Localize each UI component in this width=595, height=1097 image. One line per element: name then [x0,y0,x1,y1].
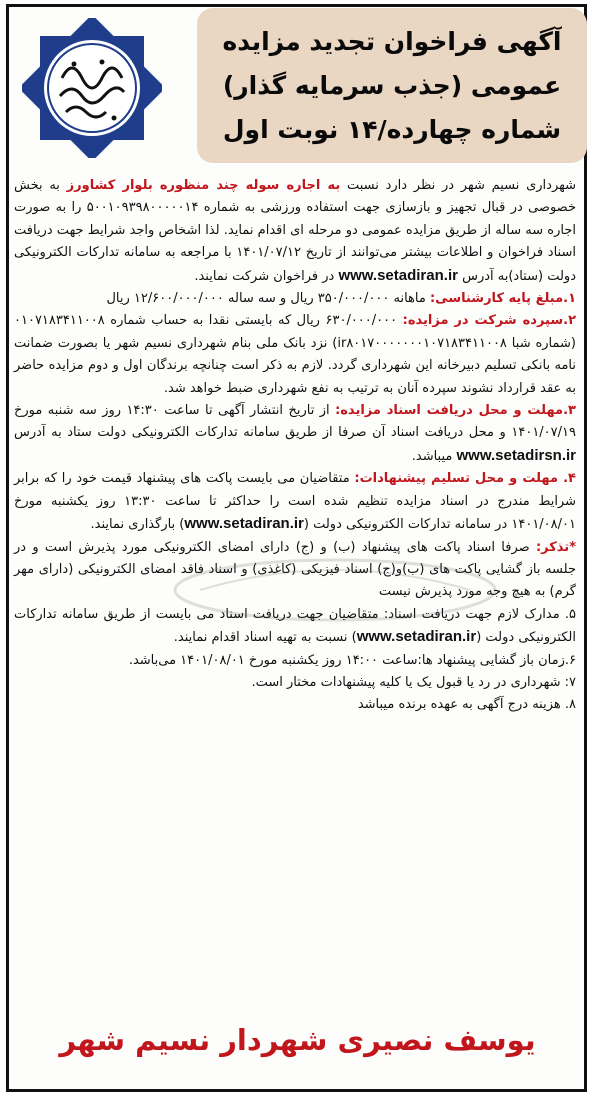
setadirsn-link[interactable]: www.setadirsn.ir [456,446,576,464]
item-7: ۷: شهرداری در رد یا قبول یک یا کلیه پیشنهادات مختار است. [251,674,576,690]
item-2: ۲.سپرده شرکت در مزایده: ۶۳۰/۰۰۰/۰۰۰ ریال که بایستی نقدا به حساب شماره ۰۱۰۷۱۸۳۴۱۱۰۰۸ (شماره شبا ir۸۰۱۷۰۰۰۰۰۰۰۱۰۷۱۸۳۴۱۱۰۰۸) نزد بانک ملی بنام شهرداری نسیم شهر یا بصورت ضمانت نامه بانکی تسلیم دبیرخانه این شهرداری گردد. لازم به ذکر است چنانچه برندگان اول و دوم مزایده حاضر به عقد قرارداد نشوند سپرده آنان به ترتیب به نفع شهرداری ضبط خواهد شد. [14,313,576,396]
title-line-2: عمومی (جذب سرمایه گذار) [222,70,562,100]
item-8: ۸. هزینه درج آگهی به عهده برنده میباشد [357,697,576,713]
intro-paragraph: شهرداری نسیم شهر در نظر دارد نسبت به اجاره سوله چند منظوره بلوار کشاورز به بخش خصوصی در قبال تجهیز و بازسازی جهت استفاده ورزشی به شماره ۵۰۰۱۰۹۳۹۸۰۰۰۰۰۱۴ را به صورت اجاره سه ساله از طریق مزایده عمومی دو مرحله ای اقدام نماید. لذا اشخاص واجد شرایط جهت دریافت اسناد فراخوان و اطلاعات بیشتر می‌توانند از تاریخ ۱۴۰۱/۰۷/۱۲ با مراجعه به سامانه تدارکات الکترونیکی دولت (ستاد)به آدرس www.setadiran.ir در فراخوان شرکت نمایند. [14,178,576,284]
note: *تذکر: صرفا اسناد پاکت های پیشنهاد (ب) و (ج) دارای امضای الکترونیکی مورد پذیرش است و در جلسه باز گشایی پاکت های (ب)و(ج) اسناد فیزیکی (کاغذی) و اسناد فاقد امضای الکترونیکی (دارای مهر گرم) به هیچ وجه مورد پذیرش نیست [14,539,576,600]
item-1: ۱.مبلغ پایه کارشناسی: ماهانه ۳۵۰/۰۰۰/۰۰۰ ریال و سه ساله ۱۲/۶۰۰/۰۰۰/۰۰۰ ریال [106,291,576,307]
setadiran-link[interactable]: www.setadiran.ir [338,266,458,284]
item-5: ۵. مدارک لازم جهت دریافت اسناد: متقاضیان جهت دریافت اسناد می بایست از طریق سامانه تدارکات الکترونیکی دولت (www.setadiran.ir) نسبت به تهیه اسناد اقدام نمایند. [14,606,576,646]
setadiran-link-2[interactable]: www.setadiran.ir [184,515,304,533]
ad-header [197,8,587,163]
item-6: ۶.زمان باز گشایی پیشنهاد ها:ساعت ۱۴:۰۰ روز یکشنبه مورخ ۱۴۰۱/۰۸/۰۱ می‌باشد. [128,652,576,668]
title-line-1: آگهی فراخوان تجدید مزایده [222,26,562,56]
item-3: ۳.مهلت و محل دریافت اسناد مزایده: از تاریخ انتشار آگهی تا ساعت ۱۴:۳۰ روز سه شنبه مورخ ۱۴۰۱/۰۷/۱۹ و محل دریافت اسناد آن صرفا از طریق سامانه تدارکات الکترونیکی دولت ستاد به آدرس www.setadirsn.ir میباشد. [14,403,576,464]
municipality-logo-icon [22,18,162,158]
item-4: ۴. مهلت و محل تسلیم پیشنهادات: متقاضیان می بایست پاکت های پیشنهاد قیمت خود را که برابر شرایط مندرج در اسناد مزایده تنظیم شده است را حداکثر تا ساعت ۱۳:۳۰ روز یکشنبه مورخ ۱۴۰۱/۰۸/۰۱ در سامانه تدارکات الکترونیکی دولت (www.setadiran.ir) بارگذاری نمایند. [14,471,576,533]
setadiran-link-3[interactable]: www.setadiran.ir [356,628,477,646]
ad-body [14,175,576,717]
title-line-3: شماره چهارده/۱۴ نوبت اول [222,114,562,144]
subject-highlight: به اجاره سوله چند منظوره بلوار کشاورز [66,178,341,193]
signature: یوسف نصیری شهردار نسیم شهر [59,1023,536,1057]
